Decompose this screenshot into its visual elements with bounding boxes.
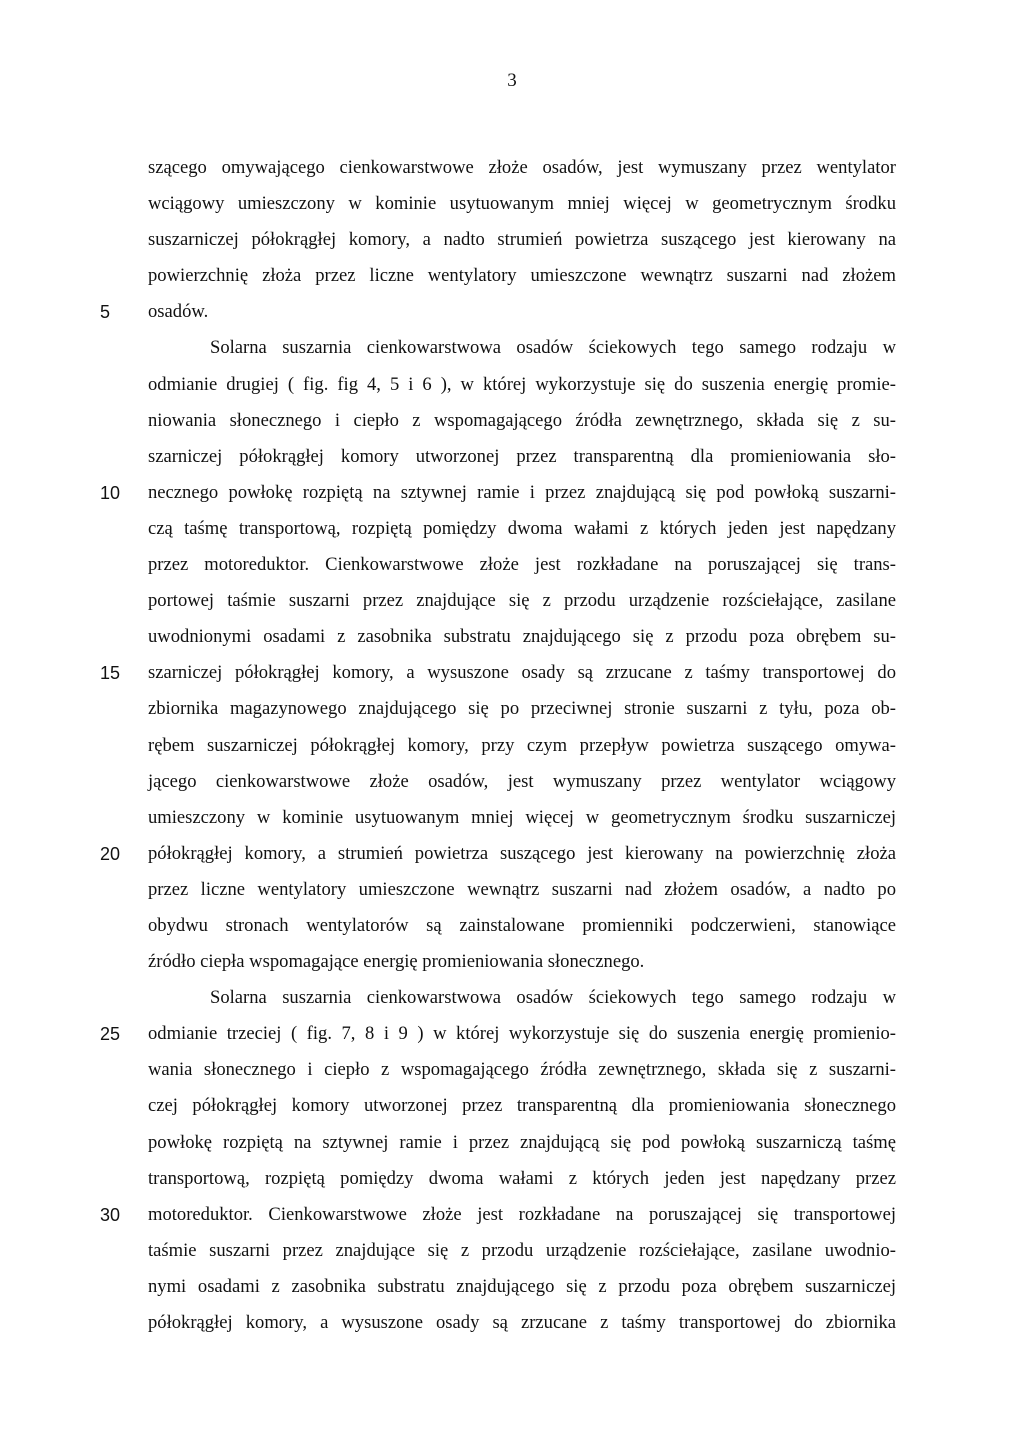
text-line: przez liczne wentylatory umieszczone wewnątrz suszarni nad złożem osadów, a nadto po [148, 878, 896, 900]
text-line: portowej taśmie suszarni przez znajdujące się z przodu urządzenie rozściełające, zasilane [148, 590, 896, 612]
page-number: 3 [507, 70, 517, 91]
line-number: 20 [100, 843, 121, 864]
text-line: odmianie trzeciej ( fig. 7, 8 i 9 ) w której wykorzystuje się do suszenia energię promienio- [148, 1023, 896, 1045]
text-line: obydwu stronach wentylatorów są zainstalowane promienniki podczerwieni, stanowiące [148, 914, 896, 936]
text-line: umieszczony w kominie usytuowanym mniej więcej w geometrycznym środku suszarniczej [148, 806, 896, 828]
text-line: półokrągłej komory, a wysuszone osady są zrzucane z taśmy transportowej do zbiornika [148, 1312, 896, 1333]
text-line: Solarna suszarnia cienkowarstwowa osadów ściekowych tego samego rodzaju w [210, 337, 896, 359]
text-line: transportową, rozpiętą pomiędzy dwoma wałami z których jeden jest napędzany przez [148, 1167, 896, 1189]
text-line: odmianie drugiej ( fig. fig 4, 5 i 6 ), w której wykorzystuje się do suszenia energię promie- [148, 373, 896, 395]
line-number: 15 [100, 663, 121, 684]
line-number: 25 [100, 1024, 121, 1045]
text-line: rębem suszarniczej półokrągłej komory, przy czym przepływ powietrza suszącego omywa- [148, 734, 896, 756]
text-line: szarniczej półokrągłej komory utworzonej przez transparentną dla promieniowania sło- [148, 445, 896, 467]
text-line: wciągowy umieszczony w kominie usytuowanym mniej więcej w geometrycznym środku [148, 193, 896, 215]
line-number: 30 [100, 1204, 121, 1225]
text-line: półokrągłej komory, a strumień powietrza suszącego jest kierowany na powierzchnię złoża [148, 842, 896, 864]
paragraph-2 [148, 330, 896, 980]
text-line: nymi osadami z zasobnika substratu znajdującego się z przodu poza obrębem suszarniczej [148, 1275, 896, 1297]
text-line: szącego omywającego cienkowarstwowe złoże osadów, jest wymuszany przez wentylator [148, 157, 896, 178]
text-line: taśmie suszarni przez znajdujące się z przodu urządzenie rozściełające, zasilane uwodnio- [148, 1239, 896, 1261]
line-number: 10 [100, 482, 121, 503]
text-line: osadów. [148, 301, 209, 323]
text-line: czej półokrągłej komory utworzonej przez transparentną dla promieniowania słonecznego [148, 1095, 896, 1117]
text-line: czą taśmę transportową, rozpiętą pomiędzy dwoma wałami z których jeden jest napędzany [148, 517, 896, 539]
text-line: powierzchnię złoża przez liczne wentylatory umieszczone wewnątrz suszarni nad złożem [148, 265, 896, 287]
text-line: przez motoreduktor. Cienkowarstwowe złoże jest rozkładane na poruszającej się trans- [148, 554, 896, 576]
text-line: suszarniczej półokrągłej komory, a nadto strumień powietrza suszącego jest kierowany na [148, 229, 896, 251]
paragraph-1 [148, 150, 896, 330]
paragraph-3 [148, 980, 896, 1341]
text-line: Solarna suszarnia cienkowarstwowa osadów ściekowych tego samego rodzaju w [210, 987, 896, 1009]
document-body [148, 150, 896, 1341]
text-line: niowania słonecznego i ciepło z wspomagającego źródła zewnętrznego, składa się z su- [148, 409, 896, 431]
text-line: uwodnionymi osadami z zasobnika substratu znajdującego się z przodu poza obrębem su- [148, 626, 896, 648]
text-line: szarniczej półokrągłej komory, a wysuszone osady są zrzucane z taśmy transportowej do [148, 662, 896, 684]
text-line: źródło ciepła wspomagające energię promieniowania słonecznego. [148, 951, 645, 973]
text-line: zbiornika magazynowego znajdującego się po przeciwnej stronie suszarni z tyłu, poza ob- [148, 698, 896, 720]
text-line: jącego cienkowarstwowe złoże osadów, jest wymuszany przez wentylator wciągowy [148, 770, 896, 792]
text-line: wania słonecznego i ciepło z wspomagającego źródła zewnętrznego, składa się z suszarni- [148, 1059, 896, 1081]
text-line: motoreduktor. Cienkowarstwowe złoże jest rozkładane na poruszającej się transportowej [148, 1203, 896, 1225]
text-line: powłokę rozpiętą na sztywnej ramie i przez znajdującą się pod powłoką suszarniczą taśmę [148, 1131, 896, 1153]
line-number: 5 [100, 302, 111, 323]
text-line: necznego powłokę rozpiętą na sztywnej ramie i przez znajdującą się pod powłoką suszarni- [148, 481, 896, 503]
